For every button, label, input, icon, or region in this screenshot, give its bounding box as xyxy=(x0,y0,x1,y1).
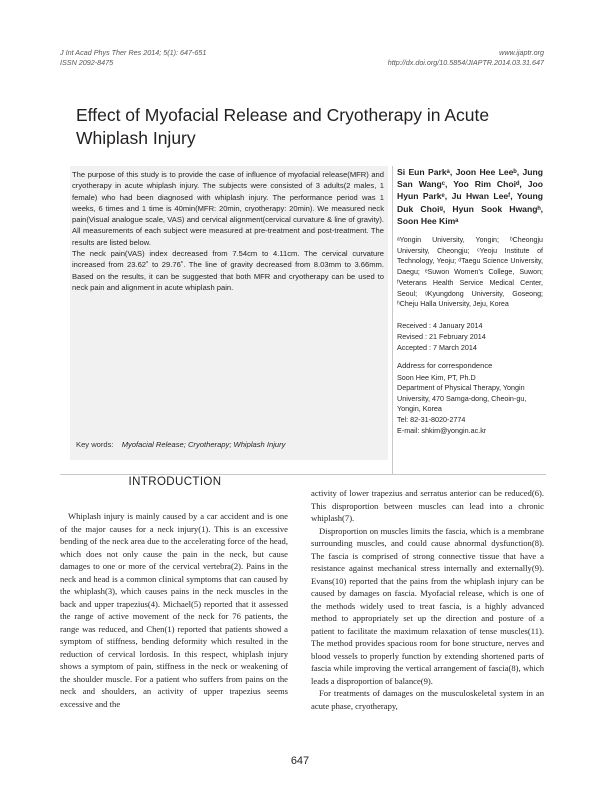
abstract-text xyxy=(72,169,384,293)
correspondence-address: Department of Physical Therapy, Yongin University, 470 Samga-dong, Cheoin-gu, Yongin, Korea xyxy=(397,383,527,414)
abstract-paragraph: The neck pain(VAS) index decreased from 7.54cm to 4.11cm. The cervical curvature increased from 23.62˚ to 29.76˚. The line of gravity decreased from 8.03mm to 3.66mm. Based on the results, it can be suggested that both MFR and cryotherapy can be used to neck pain and alignment in acute whiplash pain. xyxy=(72,249,384,292)
doi-link[interactable]: http://dx.doi.org/10.5854/JIAPTR.2014.03.31.647 xyxy=(387,58,544,67)
body-paragraph: activity of lower trapezius and serratus anterior can be reduced(6). This disproportion between muscles can lead into a chronic whiplash(7). xyxy=(311,488,544,523)
article-dates xyxy=(397,320,543,353)
author-sidebar xyxy=(397,166,543,436)
website-link[interactable]: www.ijaptr.org xyxy=(499,48,544,57)
received-date: Received : 4 January 2014 xyxy=(397,320,483,330)
keywords-list: Myofacial Release; Cryotherapy; Whiplash Injury xyxy=(121,440,286,449)
section-heading-introduction: INTRODUCTION xyxy=(128,476,222,488)
correspondence-name: Soon Hee Kim, PT, Ph.D xyxy=(397,372,476,382)
revised-date: Revised : 21 February 2014 xyxy=(397,331,486,341)
correspondence-phone: Tel: 82-31-8020-2774 xyxy=(397,414,466,424)
author-list: Si Eun Parkᵃ, Joon Hee Leeᵇ, Jung San Wangᶜ, Yoo Rim Choiᵈ, Joo Hyun Parkᵉ, Ju Hwan Leeᶠ, Young Duk Choiᵍ, Hyun Sook Hwangʰ, Soon Hee Kimᵃ xyxy=(397,167,543,226)
affiliations: ᵃYongin University, Yongin; ᵇCheongju University, Cheongju; ᶜYeoju Institute of Technology, Yeoju; ᵈTaegu Science University, Daegu; ᵉSuwon Women's College, Suwon; ᶠVeterans Health Service Medical Center, Seoul; ᵍKyungdong University, Goseong; ʰCheju Halla University, Jeju, Korea xyxy=(397,236,543,309)
journal-name: J Int Acad Phys Ther Res 2014; 5(1): 647-651 xyxy=(60,48,207,57)
page-number: 647 xyxy=(290,755,310,767)
column-divider xyxy=(392,166,393,474)
paper-title: Effect of Myofacial Release and Cryotherapy in Acute Whiplash Injury xyxy=(76,105,490,148)
abstract-box xyxy=(70,166,388,460)
abstract-paragraph: The purpose of this study is to provide the case of influence of myofacial release(MFR) and cryotherapy in acute whiplash injury. The subjects were consisted of 3 adults(2 males, 1 female) who had been diagnosed with whiplash injury. The performance period was 1 weeks, 6 times and 1 time is 40min(MFR: 20min, cryotherapy: 20min). We measured neck pain(Visual analogue scale, VAS) and cervical alignment(cervical curvature & line of gravity). All measurements of each subject were measured at pre-treatment and post-treatment. The results are listed below. xyxy=(72,170,384,247)
correspondence-heading: Address for correspondence xyxy=(397,360,493,370)
body-column-right xyxy=(311,487,544,712)
keywords-label: Key words: xyxy=(76,440,114,449)
correspondence-email[interactable]: E-mail: shkim@yongin.ac.kr xyxy=(397,425,487,435)
body-paragraph: Disproportion on muscles limits the fascia, which is a membrane surrounding muscles, and could cause abnormal dysfunction(8). The fascia is comprised of strong connective tissue that have a resistance against mechanical stress internally and externally(9). Evans(10) reported that the pains from the whiplash injury can be caused by damages on fascia. Myofacial release, which is one of the methods widely used to treat fascia, is a highly advanced method to appropriately set up the direction and posture of a patient to facilitate the maximum relaxation of tense muscles(11). The method provides spacious room for bone structure, nerves and blood vessels to properly function by extending shortened parts of fascia while improving the vertical arrangement of fascia(8), which leads a disproportion of balance(9). xyxy=(311,525,544,686)
keywords xyxy=(76,440,285,449)
body-paragraph: For treatments of damages on the musculoskeletal system in an acute phase, cryotherapy, xyxy=(311,688,544,711)
accepted-date: Accepted : 7 March 2014 xyxy=(397,342,477,352)
journal-links xyxy=(388,48,544,68)
body-column-left xyxy=(60,510,288,710)
body-paragraph: Whiplash injury is mainly caused by a car accident and is one of the major causes for a neck injury(1). This is an excessive bending of the neck area due to the accelerating force of the head, which does not only cause the pain in the neck, but cause damages to one or more of the cervical vertebra(2). Pains in the neck and head is a common clinical symptoms that can caused by the whiplash(3), which causes pains in the neck muscles in the back and upper trapezius(4). Michael(5) reported that it assessed the range of active movement of the neck for 76 patients, the range was reduced, and Chen(1) reported that patients showed a symptom of stiffness, bending deformity which resulted in the reduction of cervical lordosis. In this respect, whiplash injury shows a symptom of pain, stiffness in the neck or weakening of the shoulder muscle. For a patient who suffers from pains on the neck and shoulders, an activity of upper trapezius seems excessive and the xyxy=(60,511,288,709)
issn: ISSN 2092-8475 xyxy=(60,58,114,67)
journal-citation xyxy=(60,48,206,68)
correspondence xyxy=(397,361,543,436)
section-divider xyxy=(60,474,546,475)
